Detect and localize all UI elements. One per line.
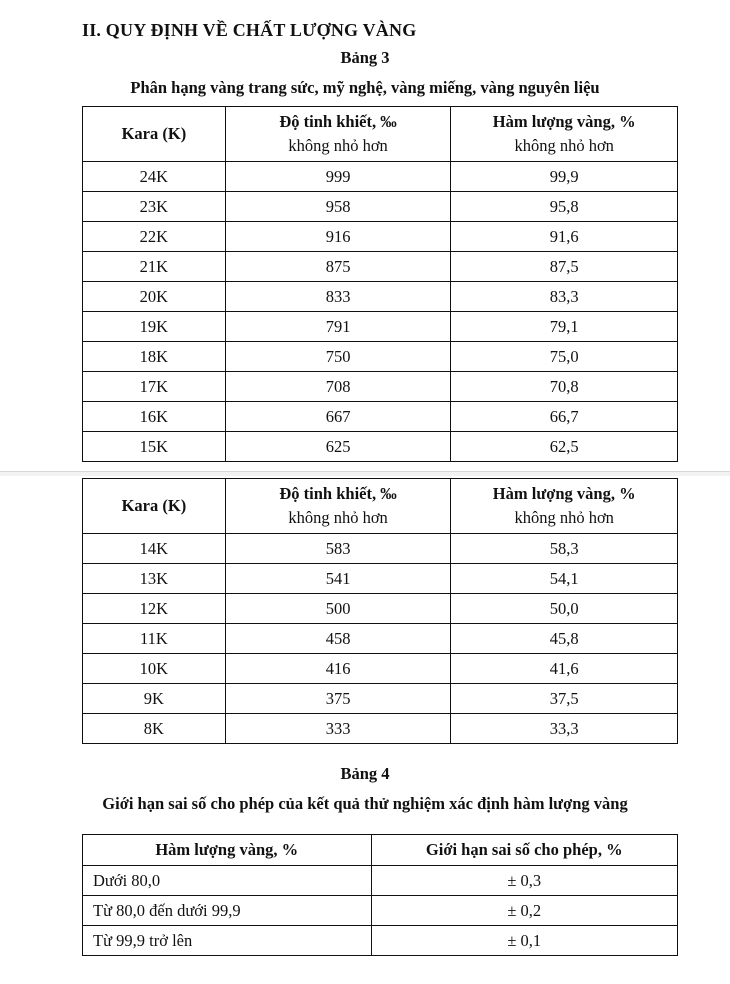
- cell-gold-content: 33,3: [451, 714, 678, 744]
- cell-gold-content: 70,8: [451, 372, 678, 402]
- cell-purity: 791: [225, 312, 451, 342]
- cell-purity: 625: [225, 432, 451, 462]
- cell-karat: 12K: [83, 594, 226, 624]
- header-gold-content: [451, 479, 678, 534]
- cell-purity: 458: [225, 624, 451, 654]
- cell-gold-content: 50,0: [451, 594, 678, 624]
- cell-karat: 22K: [83, 222, 226, 252]
- table3-label: Bảng 3: [340, 48, 390, 67]
- cell-karat: 15K: [83, 432, 226, 462]
- cell-karat: 9K: [83, 684, 226, 714]
- table-row: [83, 432, 678, 462]
- cell-gold-content: 37,5: [451, 684, 678, 714]
- table-row: [83, 312, 678, 342]
- header-gold-content: Hàm lượng vàng, %: [83, 835, 372, 866]
- table3-part2-body: [83, 534, 678, 744]
- table4-label: Bảng 4: [340, 764, 390, 783]
- table-header-row: [83, 835, 678, 866]
- cell-karat: 24K: [83, 162, 226, 192]
- table-row: [83, 222, 678, 252]
- table4-title: Giới hạn sai số cho phép của kết quả thử nghiệm xác định hàm lượng vàng: [102, 794, 628, 813]
- cell-karat: 16K: [83, 402, 226, 432]
- table-row: [83, 926, 678, 956]
- cell-gold-content: 99,9: [451, 162, 678, 192]
- table-row: [83, 564, 678, 594]
- table-header-row: [83, 107, 678, 162]
- cell-tolerance: ± 0,3: [371, 866, 677, 896]
- cell-karat: 8K: [83, 714, 226, 744]
- cell-gold-content: 79,1: [451, 312, 678, 342]
- cell-content-range: Từ 80,0 đến dưới 99,9: [83, 896, 372, 926]
- table-row: [83, 192, 678, 222]
- cell-purity: 583: [225, 534, 451, 564]
- cell-karat: 21K: [83, 252, 226, 282]
- table-header-row: [83, 479, 678, 534]
- cell-karat: 11K: [83, 624, 226, 654]
- cell-purity: 708: [225, 372, 451, 402]
- table-row: [83, 684, 678, 714]
- cell-gold-content: 54,1: [451, 564, 678, 594]
- cell-karat: 19K: [83, 312, 226, 342]
- cell-gold-content: 75,0: [451, 342, 678, 372]
- table-row: [83, 624, 678, 654]
- cell-gold-content: 62,5: [451, 432, 678, 462]
- cell-karat: 23K: [83, 192, 226, 222]
- table-row: [83, 252, 678, 282]
- cell-content-range: Từ 99,9 trở lên: [83, 926, 372, 956]
- table-row: [83, 342, 678, 372]
- cell-gold-content: 58,3: [451, 534, 678, 564]
- table-row: [83, 162, 678, 192]
- cell-purity: 916: [225, 222, 451, 252]
- table-row: [83, 866, 678, 896]
- cell-purity: 375: [225, 684, 451, 714]
- cell-content-range: Dưới 80,0: [83, 866, 372, 896]
- table3-part1-body: [83, 162, 678, 462]
- cell-purity: 416: [225, 654, 451, 684]
- header-purity: [225, 107, 451, 162]
- cell-karat: 13K: [83, 564, 226, 594]
- cell-karat: 14K: [83, 534, 226, 564]
- cell-tolerance: ± 0,1: [371, 926, 677, 956]
- table-row: [83, 594, 678, 624]
- table-row: [83, 372, 678, 402]
- header-purity-sub: không nhỏ hơn: [288, 508, 388, 527]
- header-gold-content-label: Hàm lượng vàng, %: [492, 112, 636, 131]
- header-purity-label: Độ tinh khiết, ‰: [279, 484, 397, 503]
- table3-title: Phân hạng vàng trang sức, mỹ nghệ, vàng miếng, vàng nguyên liệu: [130, 78, 600, 97]
- cell-gold-content: 91,6: [451, 222, 678, 252]
- header-gold-content-sub: không nhỏ hơn: [514, 508, 614, 527]
- header-karat-label: Kara (K): [121, 496, 187, 515]
- table-row: [83, 654, 678, 684]
- header-purity-sub: không nhỏ hơn: [288, 136, 388, 155]
- cell-purity: 833: [225, 282, 451, 312]
- header-karat-label: Kara (K): [121, 124, 187, 143]
- cell-karat: 18K: [83, 342, 226, 372]
- cell-gold-content: 45,8: [451, 624, 678, 654]
- header-karat: [83, 479, 226, 534]
- cell-purity: 541: [225, 564, 451, 594]
- cell-karat: 10K: [83, 654, 226, 684]
- header-gold-content: [451, 107, 678, 162]
- cell-purity: 958: [225, 192, 451, 222]
- cell-karat: 17K: [83, 372, 226, 402]
- cell-gold-content: 87,5: [451, 252, 678, 282]
- cell-purity: 875: [225, 252, 451, 282]
- table4: [82, 834, 678, 956]
- cell-purity: 667: [225, 402, 451, 432]
- cell-gold-content: 41,6: [451, 654, 678, 684]
- cell-purity: 333: [225, 714, 451, 744]
- table4-body: [83, 866, 678, 956]
- cell-gold-content: 66,7: [451, 402, 678, 432]
- header-gold-content-label: Hàm lượng vàng, %: [492, 484, 636, 503]
- table-row: [83, 714, 678, 744]
- table-row: [83, 282, 678, 312]
- cell-purity: 999: [225, 162, 451, 192]
- cell-gold-content: 95,8: [451, 192, 678, 222]
- header-gold-content-sub: không nhỏ hơn: [514, 136, 614, 155]
- cell-karat: 20K: [83, 282, 226, 312]
- section-heading: II. QUY ĐỊNH VỀ CHẤT LƯỢNG VÀNG: [82, 20, 417, 40]
- table3-part1: [82, 106, 678, 462]
- cell-tolerance: ± 0,2: [371, 896, 677, 926]
- cell-gold-content: 83,3: [451, 282, 678, 312]
- table-row: [83, 402, 678, 432]
- table-row: [83, 534, 678, 564]
- header-karat: [83, 107, 226, 162]
- table-row: [83, 896, 678, 926]
- header-purity-label: Độ tinh khiết, ‰: [279, 112, 397, 131]
- header-tolerance: Giới hạn sai số cho phép, %: [371, 835, 677, 866]
- cell-purity: 750: [225, 342, 451, 372]
- header-purity: [225, 479, 451, 534]
- table3-part2: [82, 478, 678, 744]
- cell-purity: 500: [225, 594, 451, 624]
